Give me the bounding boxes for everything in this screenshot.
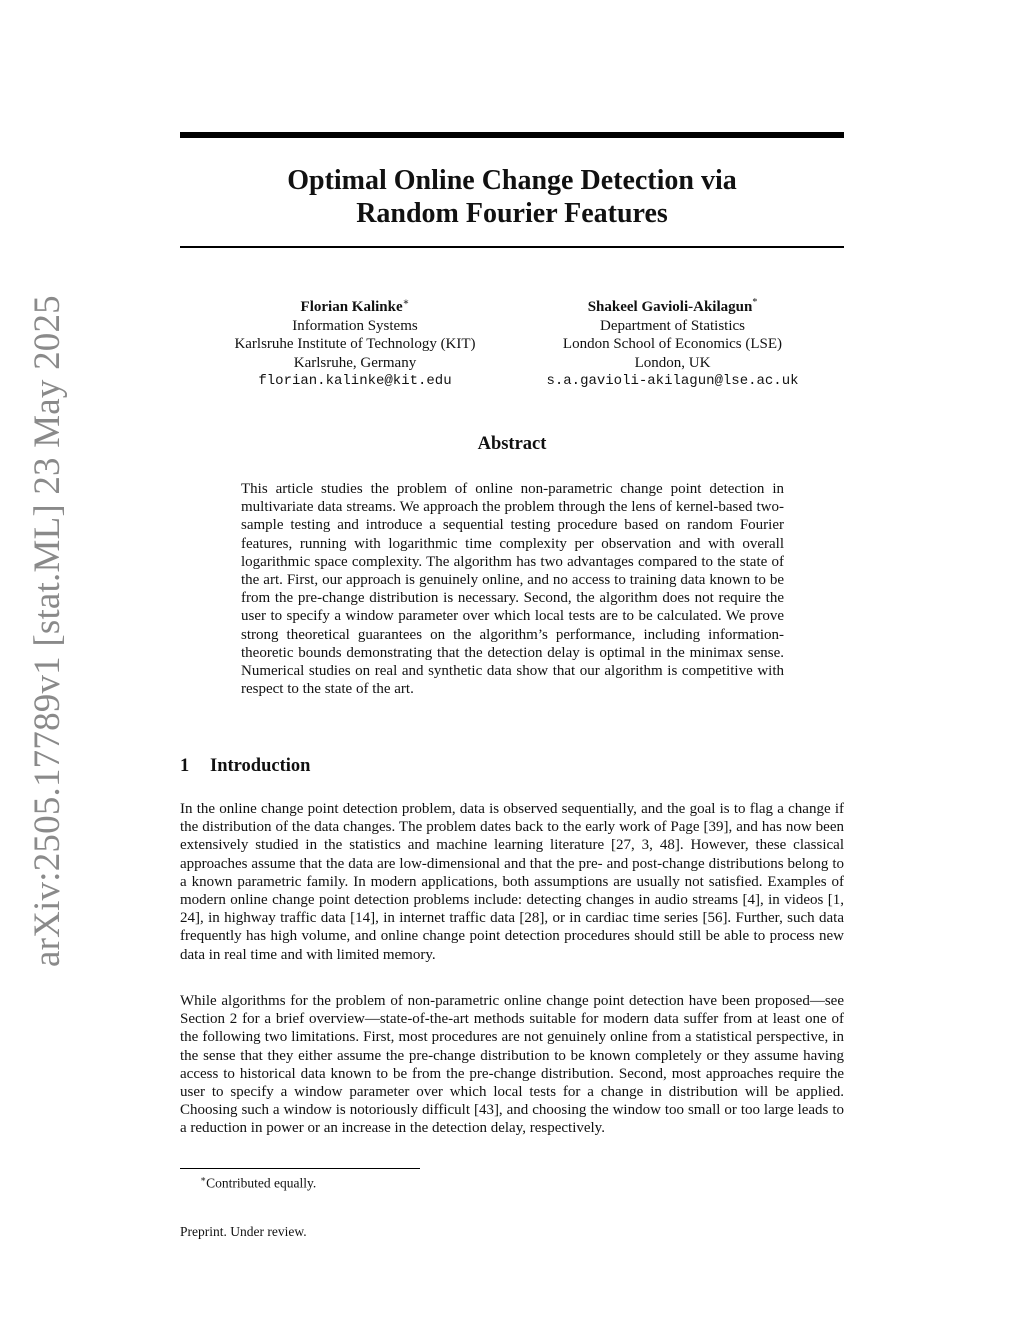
footnote-text: Contributed equally.	[206, 1175, 317, 1191]
footnote-mark: ∗	[200, 1174, 207, 1184]
author-email: s.a.gavioli-akilagun@lse.ac.uk	[546, 373, 799, 389]
section-title: Introduction	[210, 756, 311, 776]
author-affiliation: Department of Statistics	[600, 317, 745, 334]
author-footnote-mark: ∗	[402, 297, 410, 308]
section-number: 1	[180, 756, 190, 776]
preprint-notice: Preprint. Under review.	[180, 1224, 307, 1239]
title-top-rule	[180, 132, 844, 138]
author-institution: Karlsruhe Institute of Technology (KIT)	[234, 336, 476, 352]
introduction-paragraph-1: In the online change point detection problem, data is observed sequentially, and the goal is to flag a change if the distribution of the data changes. The problem dates back to the early work of Page [39], and has now been extensively studied in the statistics and machine learning literature [27, 3, 48]. However, these classical approaches assume that the data are low-dimensional and that the pre- and post-change distributions belong to a known parametric family. In modern applications, both assumptions are usually not satisfied. Examples of modern online change point detection problems include: detecting changes in audio streams [4], in videos [1, 24], in highway traffic data [14], in internet traffic data [28], or in cardiac time series [56]. Further, such data frequently has high volume, and online change point detection procedures should still be able to process new data in real time and with limited memory.	[180, 801, 844, 963]
footnote-rule	[180, 1168, 420, 1169]
author-footnote-mark: *	[752, 297, 758, 308]
abstract-text: This article studies the problem of online non-parametric change point detection in multivariate data streams. We approach the problem through the lens of kernel-based two-sample testing and introduce a sequential testing procedure based on random Fourier features, running with logarithmic time complexity per observation and with overall logarithmic space complexity. The algorithm has two advantages compared to the state of the art. First, our approach is genuinely online, and no access to training data known to be from the pre-change distribution is necessary. Second, the algorithm does not require the user to specify a window parameter over which local tests are to be calculated. We prove strong theoretical guarantees on the algorithm’s performance, including information-theoretic bounds demonstrating that the detection delay is optimal in the minimax sense. Numerical studies on real and synthetic data show that our algorithm is competitive with respect to the state of the art.	[241, 481, 784, 698]
arxiv-identifier-stamp: arXiv:2505.17789v1 [stat.ML] 23 May 2025	[27, 295, 68, 967]
footnote	[200, 1174, 316, 1192]
author-institution: London School of Economics (LSE)	[562, 336, 783, 352]
section-heading-introduction	[180, 756, 844, 777]
introduction-paragraph-2: While algorithms for the problem of non-parametric online change point detection have been proposed—see Section 2 for a brief overview—state-of-the-art methods suitable for modern data suffer from at least one of the following two limitations. First, most procedures are not genuinely online from a statistical perspective, in the sense that they either assume the pre-change distribution to be known completely or they assume having access to historical data known to be from the pre-change distribution. Second, most approaches require the user to specify a window parameter over which local tests for a change in distribution will be applied. Choosing such a window is notoriously difficult [43], and choosing the window too small or too large leads to a reduction in power or an increase in the detection delay, respectively.	[180, 993, 844, 1137]
title-line-2: Random Fourier Features	[356, 198, 668, 229]
title-line-1: Optimal Online Change Detection via	[287, 165, 737, 196]
author-name: Shakeel Gavioli-Akilagun*	[587, 297, 758, 315]
author-location: London, UK	[634, 354, 711, 371]
abstract-heading: Abstract	[477, 434, 547, 454]
author-name: Florian Kalinke∗	[300, 297, 410, 315]
author-block-1	[205, 294, 505, 391]
author-location: Karlsruhe, Germany	[293, 354, 417, 371]
author-block-2	[530, 294, 815, 391]
title-bottom-rule	[180, 246, 844, 248]
author-affiliation: Information Systems	[292, 317, 418, 334]
author-email: florian.kalinke@kit.edu	[258, 373, 452, 389]
paper-title	[180, 164, 844, 230]
